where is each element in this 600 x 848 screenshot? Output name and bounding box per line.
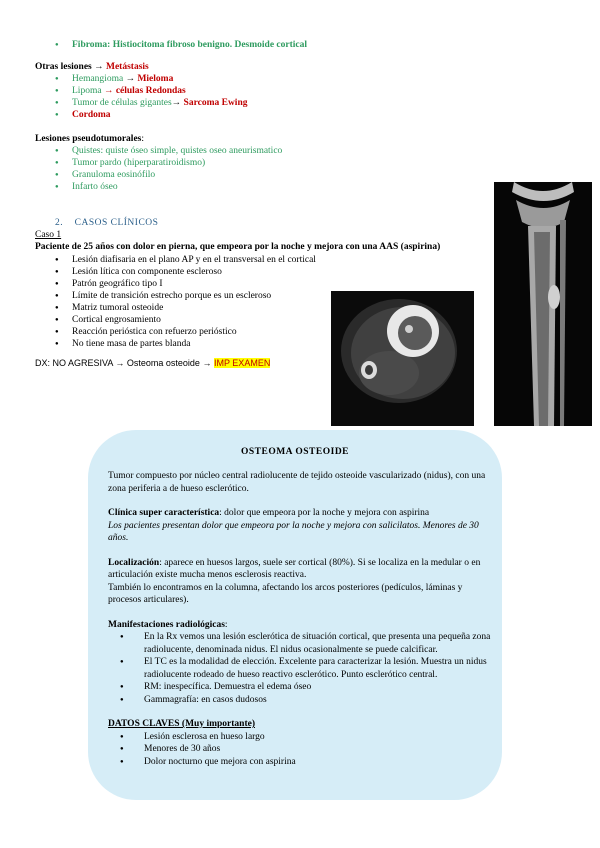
otras-heading-target: Metástasis (105, 62, 149, 72)
list-item: ● En la Rx vemos una lesión esclerótica de situación cortical, que presenta una pequeña zona radiolucente, denominada nidus. El nidus ocasionalmente se puede calcificar. (120, 631, 493, 656)
otras-heading (35, 61, 149, 73)
box-localizacion: Localización: aparece en huesos largos, suele ser cortical (80%). Si se localiza en la medular o en articulación existe mucha menos esclerosis reactiva. (108, 557, 481, 580)
box-body (108, 470, 493, 768)
list-item: ● Lesión diafisaria en el plano AP y en el transversal en el cortical (55, 254, 316, 266)
arrow-icon: → (115, 358, 125, 368)
ct-scan-drawing (331, 291, 474, 426)
arrow-icon: → (103, 86, 114, 96)
otras-heading-label: Otras lesiones (35, 62, 92, 72)
otras-list (55, 73, 248, 121)
list-item: ● Cordoma (55, 109, 248, 121)
ct-axial-leg-image (331, 291, 474, 426)
list-item: ● Lesión lítica con componente escleroso (55, 266, 316, 278)
list-item: ● Fibroma: Histiocitoma fibroso benigno. Desmoide cortical (55, 39, 307, 51)
manif-list (120, 631, 493, 706)
list-item: ● El TC es la modalidad de elección. Excelente para caracterizar la lesión. Muestra un nidus radiolucente rodeado de hueso reactivo esclerótico. Punto esclerótico central. (120, 656, 493, 681)
list-item: ● Reacción perióstica con refuerzo perióstico (55, 326, 316, 338)
findings-list (55, 254, 316, 350)
case-label: Caso 1 (35, 230, 62, 240)
list-item: ● Quistes: quiste óseo simple, quistes oseo aneurismatico (55, 145, 282, 157)
list-item: ● No tiene masa de partes blanda (55, 338, 316, 350)
list-item: ● Lipoma → células Redondas (55, 85, 248, 97)
diagnosis-line: DX: NO AGRESIVA → Osteoma osteoide → IMP EXAMEN (35, 358, 271, 368)
patient-description: Paciente de 25 años con dolor en pierna, que empeora por la noche y mejora con una AAS (aspirina) (35, 242, 441, 252)
arrow-icon: → (202, 358, 212, 368)
xray-tibia-image (494, 182, 592, 426)
list-item: ● Gammagrafía: en casos dudosos (120, 694, 493, 707)
arrow-icon: → (171, 98, 182, 108)
list-item: ● Dolor nocturno que mejora con aspirina (120, 756, 493, 769)
list-item: ● Límite de transición estrecho porque es un escleroso (55, 290, 316, 302)
box-title: OSTEOMA OSTEOIDE (240, 447, 350, 457)
list-item: ● Infarto óseo (55, 181, 282, 193)
osteoma-info-box (88, 430, 502, 800)
pseudo-heading: Lesiones pseudotumorales: (35, 134, 144, 144)
list-item: ● Tumor de células gigantes→ Sarcoma Ewing (55, 97, 248, 109)
list-item: ● Hemangioma → Mieloma (55, 73, 248, 85)
list-item: ● Matriz tumoral osteoide (55, 302, 316, 314)
arrow-icon: → (94, 62, 104, 72)
xray-drawing (494, 182, 592, 426)
list-item: ● Granuloma eosinófilo (55, 169, 282, 181)
list-item: ● RM: inespecífica. Demuestra el edema óseo (120, 681, 493, 694)
top-bullet-list (55, 39, 307, 51)
arrow-icon: → (125, 74, 136, 84)
box-clinica-italic: Los pacientes presentan dolor que empeora por la noche y mejora con salicilatos. Menores de 30 años. (108, 520, 479, 543)
datos-heading: DATOS CLAVES (Muy importante) (108, 719, 255, 729)
list-item: ● Cortical engrosamiento (55, 314, 316, 326)
pseudo-list (55, 145, 282, 193)
section-heading: 2. CASOS CLÍNICOS (55, 218, 159, 228)
box-intro: Tumor compuesto por núcleo central radiolucente de tejido osteoide vascularizado (nidus), con una zona periferia a de hueso esclerótico. (108, 471, 486, 494)
box-localizacion-2: También lo encontramos en la columna, afectando los arcos posteriores (pedículos, láminas y procesos articulares). (108, 582, 463, 605)
box-manif-heading: Manifestaciones radiológicas: (108, 619, 228, 630)
list-item: ● Lesión esclerosa en hueso largo (120, 731, 493, 744)
list-item: ● Menores de 30 años (120, 743, 493, 756)
box-clinica: Clínica super característica: dolor que empeora por la noche y mejora con aspirina (108, 508, 430, 518)
datos-list (120, 731, 493, 769)
list-item: ● Tumor pardo (hiperparatiroidismo) (55, 157, 282, 169)
list-item: ● Patrón geográfico tipo I (55, 278, 316, 290)
